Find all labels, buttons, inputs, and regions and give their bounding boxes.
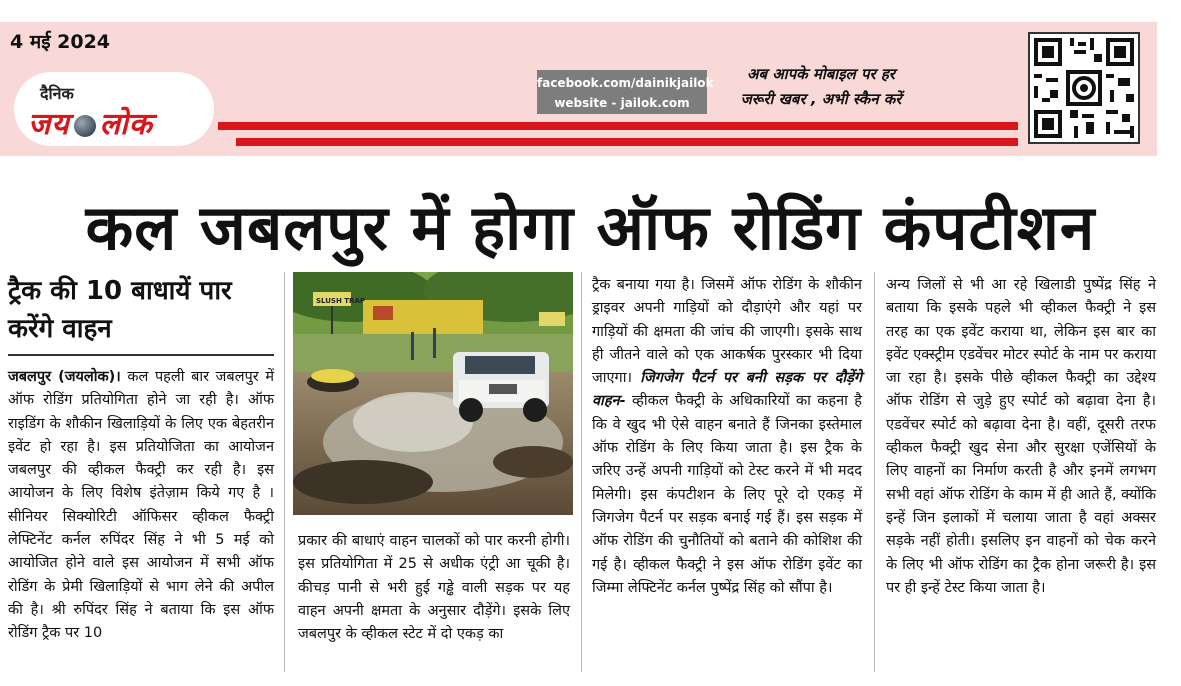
masthead-red-bar-top <box>218 122 1018 130</box>
qr-code-icon[interactable] <box>1028 32 1140 144</box>
offroad-jeep-photo <box>293 272 573 515</box>
article-column-3 <box>592 274 862 600</box>
scan-prompt-line2: जरूरी खबर , अभी स्कैन करें <box>740 90 902 108</box>
article-column-1 <box>8 366 274 646</box>
column-3-text-b: व्हीकल फैक्ट्री के अधिकारियों का कहना है कि वे खुद भी ऐसे वाहन बनाते हैं जिनका इस्तेमाल ऑफ रोडिंग के लिए किया जाता है। इस ट्रैक के जरिए उन्हें अपनी गाड़ियों को टेस्ट करने में भी मदद मिलेगी। इस कंपटीशन के लिए पूरे दो एकड़ में जिगजेग पैटर्न पर सड़क बनाई गई हैं। इस सड़क में ऑफ रोडिंग की चुनौतियों को बताने की कोशिश की गई है। व्हीकल फैक्ट्री ने इस ऑफ रोडिंग इवेंट का जिम्मा लेफ्टिनेंट कर्नल पुष्पेंद्र सिंह को सौंपा है। <box>592 393 862 596</box>
article-column-4 <box>886 274 1156 600</box>
logo-right-word: लोक <box>99 107 153 142</box>
column-4-text: अन्य जिलों से भी आ रहे खिलाडी पुष्पेंद्र सिंह ने बताया कि इसके पहले भी व्हीकल फैक्ट्री ने इस तरह का एक इवेंट कराया था, लेकिन इस बार का इवेंट एक्स्ट्रीम एडवेंचर मोटर स्पोर्ट के नाम पर कराया जा रहा है। इसके पीछे व्हीकल फैक्ट्री का उद्देश्य ऑफ रोडिंग से जुड़े हुए स्पोर्ट को बढ़ावा देना है। एडवेंचर स्पोर्ट को बढ़ावा देना है। वहीं, दूसरी तरफ व्हीकल फैक्ट्री खुद सेना और सुरक्षा एजेंसियों के लिए वाहनों का निर्माण करती है और इनमें लगभग सभी वहां ऑफ रोडिंग के काम में ही आते हैं, क्योंकि इन्हें जिन इलाकों में चलाया जाता है वहां अक्सर सड़के नहीं होती। इसलिए इन वाहनों को चेक करने के लिए भी ऑफ रोडिंग का ट्रैक होना जरूरी है। इस पर ही इन्हें टेस्ट किया जाता है। <box>886 277 1156 596</box>
article-subheadline: ट्रैक की 10 बाधायें पार करेंगे वाहन <box>8 276 232 344</box>
article-column-2 <box>298 530 570 646</box>
column-3-subheading: जिगजेग पैटर्न पर बनी सड़क पर दौड़ेंगे वाहन- <box>592 370 862 410</box>
subheadline-divider <box>8 354 274 356</box>
column-divider-2 <box>581 272 582 672</box>
article-headline: कल जबलपुर में होगा ऑफ रोडिंग कंपटीशन <box>85 191 1096 264</box>
column-2-text: प्रकार की बाधाएं वाहन चालकों को पार करनी होगी। इस प्रतियोगिता में 25 से अधीक एंट्री आ चूकी है। कीचड़ पानी से भरी हुई गड्ढे वाली सड़क पर यह वाहन अपनी क्षमता के अनुसार दौड़ेंगे। इसके लिए जबलपुर के व्हीकल स्टेट में दो एकड़ का <box>298 533 570 643</box>
newspaper-logo <box>14 72 214 146</box>
article-dateline: जबलपुर (जयलोक)। <box>8 369 121 385</box>
column-3-text-a: ट्रैक बनाया गया है। जिसमें ऑफ रोडिंग के शौकीन ड्राइवर अपनी गाड़ियों को दौड़ाएंगे और यहां पर गाड़ियों की क्षमता की जांच की जाएगी। इसके साथ ही जीतने वाले को एक आकर्षक पुरस्कार भी दिया जाएगा। <box>592 277 862 387</box>
logo-left-word: जय <box>28 107 70 142</box>
facebook-link[interactable]: facebook.com/dainikjailok <box>537 76 714 90</box>
column-divider-3 <box>874 272 875 672</box>
masthead-red-bar-bottom <box>236 138 1018 146</box>
photo-sign-text: SLUSH TRAP <box>316 297 365 305</box>
column-1-text: कल पहली बार जबलपुर में ऑफ रोडिंग प्रतियोगिता होने जा रही है। ऑफ राइडिंग के शौकीन खिलाड़ियों के लिए एक बेहतरीन इवेंट हो रहा है। इस प्रतियोजिता का आयोजन जबलपुर की व्हीकल फैक्ट्री कर रही है। इस आयोजन के लिए विशेष इंतेज़ाम किये गए है । सीनियर सिक्योरिटी ऑफिसर व्हीकल फैक्ट्री लेफ्टिनेंट कर्नल रुपिंदर सिंह ने भी 5 मई को आयोजित होने वाले इस आयोजन में सभी ऑफ रोडिंग के प्रेमी खिलाड़ियों से भाग लेने की अपील की है। श्री रुपिंदर सिंह ने बताया कि इस ऑफ रोडिंग ट्रैक पर 10 <box>8 369 274 642</box>
qr-code-graphic <box>1030 34 1138 142</box>
social-links-box <box>537 70 714 114</box>
logo-small-text: दैनिक <box>40 84 74 103</box>
article-photo <box>293 272 573 515</box>
logo-wordmark <box>28 102 153 143</box>
scan-prompt-line1: अब आपके मोबाइल पर हर <box>747 65 895 83</box>
column-divider-1 <box>284 272 285 672</box>
globe-icon <box>74 115 96 137</box>
scan-prompt <box>726 62 916 112</box>
issue-date: 4 मई 2024 <box>10 31 111 53</box>
website-link[interactable]: website - jailok.com <box>554 96 690 110</box>
masthead <box>0 22 1157 156</box>
